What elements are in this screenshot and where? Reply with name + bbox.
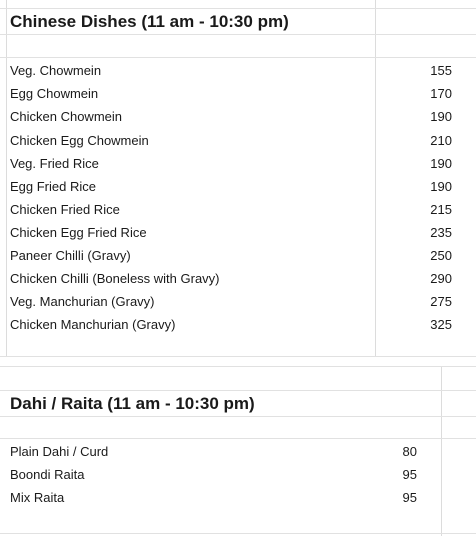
dish-price: 170 bbox=[430, 86, 452, 101]
row-divider bbox=[0, 533, 476, 534]
dish-name: Chicken Manchurian (Gravy) bbox=[10, 317, 176, 332]
dish-price: 215 bbox=[430, 202, 452, 217]
dish-price: 80 bbox=[402, 444, 417, 459]
menu-row bbox=[0, 267, 476, 290]
menu-row bbox=[0, 486, 476, 509]
menu-row bbox=[0, 313, 476, 336]
dish-name: Plain Dahi / Curd bbox=[10, 444, 109, 459]
row-divider bbox=[0, 438, 476, 439]
dish-name: Egg Fried Rice bbox=[10, 179, 96, 194]
dish-price: 275 bbox=[430, 294, 452, 309]
dish-price: 95 bbox=[402, 490, 417, 505]
dish-price: 290 bbox=[430, 271, 452, 286]
dish-name: Chicken Fried Rice bbox=[10, 202, 120, 217]
menu-row bbox=[0, 82, 476, 105]
menu-row bbox=[0, 463, 476, 486]
row-divider bbox=[0, 34, 476, 35]
dish-name: Chicken Chowmein bbox=[10, 109, 122, 124]
dish-name: Chicken Chilli (Boneless with Gravy) bbox=[10, 271, 220, 286]
dish-price: 190 bbox=[430, 179, 452, 194]
dish-price: 190 bbox=[430, 156, 452, 171]
menu-row bbox=[0, 175, 476, 198]
row-divider bbox=[0, 356, 476, 357]
dish-price: 250 bbox=[430, 248, 452, 263]
dish-name: Veg. Manchurian (Gravy) bbox=[10, 294, 155, 309]
dish-name: Veg. Fried Rice bbox=[10, 156, 99, 171]
menu-row bbox=[0, 198, 476, 221]
row-divider bbox=[0, 8, 476, 9]
row-divider bbox=[0, 57, 476, 58]
dish-price: 210 bbox=[430, 133, 452, 148]
section-title-dahi-raita: Dahi / Raita (11 am - 10:30 pm) bbox=[10, 394, 255, 413]
dish-name: Boondi Raita bbox=[10, 467, 85, 482]
dish-name: Paneer Chilli (Gravy) bbox=[10, 248, 131, 263]
dish-price: 155 bbox=[430, 63, 452, 78]
menu-row bbox=[0, 440, 476, 463]
menu-row bbox=[0, 290, 476, 313]
row-divider bbox=[0, 416, 476, 417]
row-divider bbox=[0, 366, 476, 367]
dish-name: Mix Raita bbox=[10, 490, 65, 505]
menu-row bbox=[0, 152, 476, 175]
dish-name: Veg. Chowmein bbox=[10, 63, 102, 78]
menu-row bbox=[0, 105, 476, 128]
section-title-chinese-dishes: Chinese Dishes (11 am - 10:30 pm) bbox=[10, 12, 289, 31]
dish-price: 235 bbox=[430, 225, 452, 240]
dish-price: 95 bbox=[402, 467, 417, 482]
menu-row bbox=[0, 221, 476, 244]
dish-name: Chicken Egg Fried Rice bbox=[10, 225, 147, 240]
dish-price: 190 bbox=[430, 109, 452, 124]
menu-row bbox=[0, 244, 476, 267]
menu-row bbox=[0, 59, 476, 82]
dish-name: Chicken Egg Chowmein bbox=[10, 133, 149, 148]
menu-row bbox=[0, 129, 476, 152]
dish-price: 325 bbox=[430, 317, 452, 332]
dish-name: Egg Chowmein bbox=[10, 86, 99, 101]
row-divider bbox=[0, 390, 476, 391]
